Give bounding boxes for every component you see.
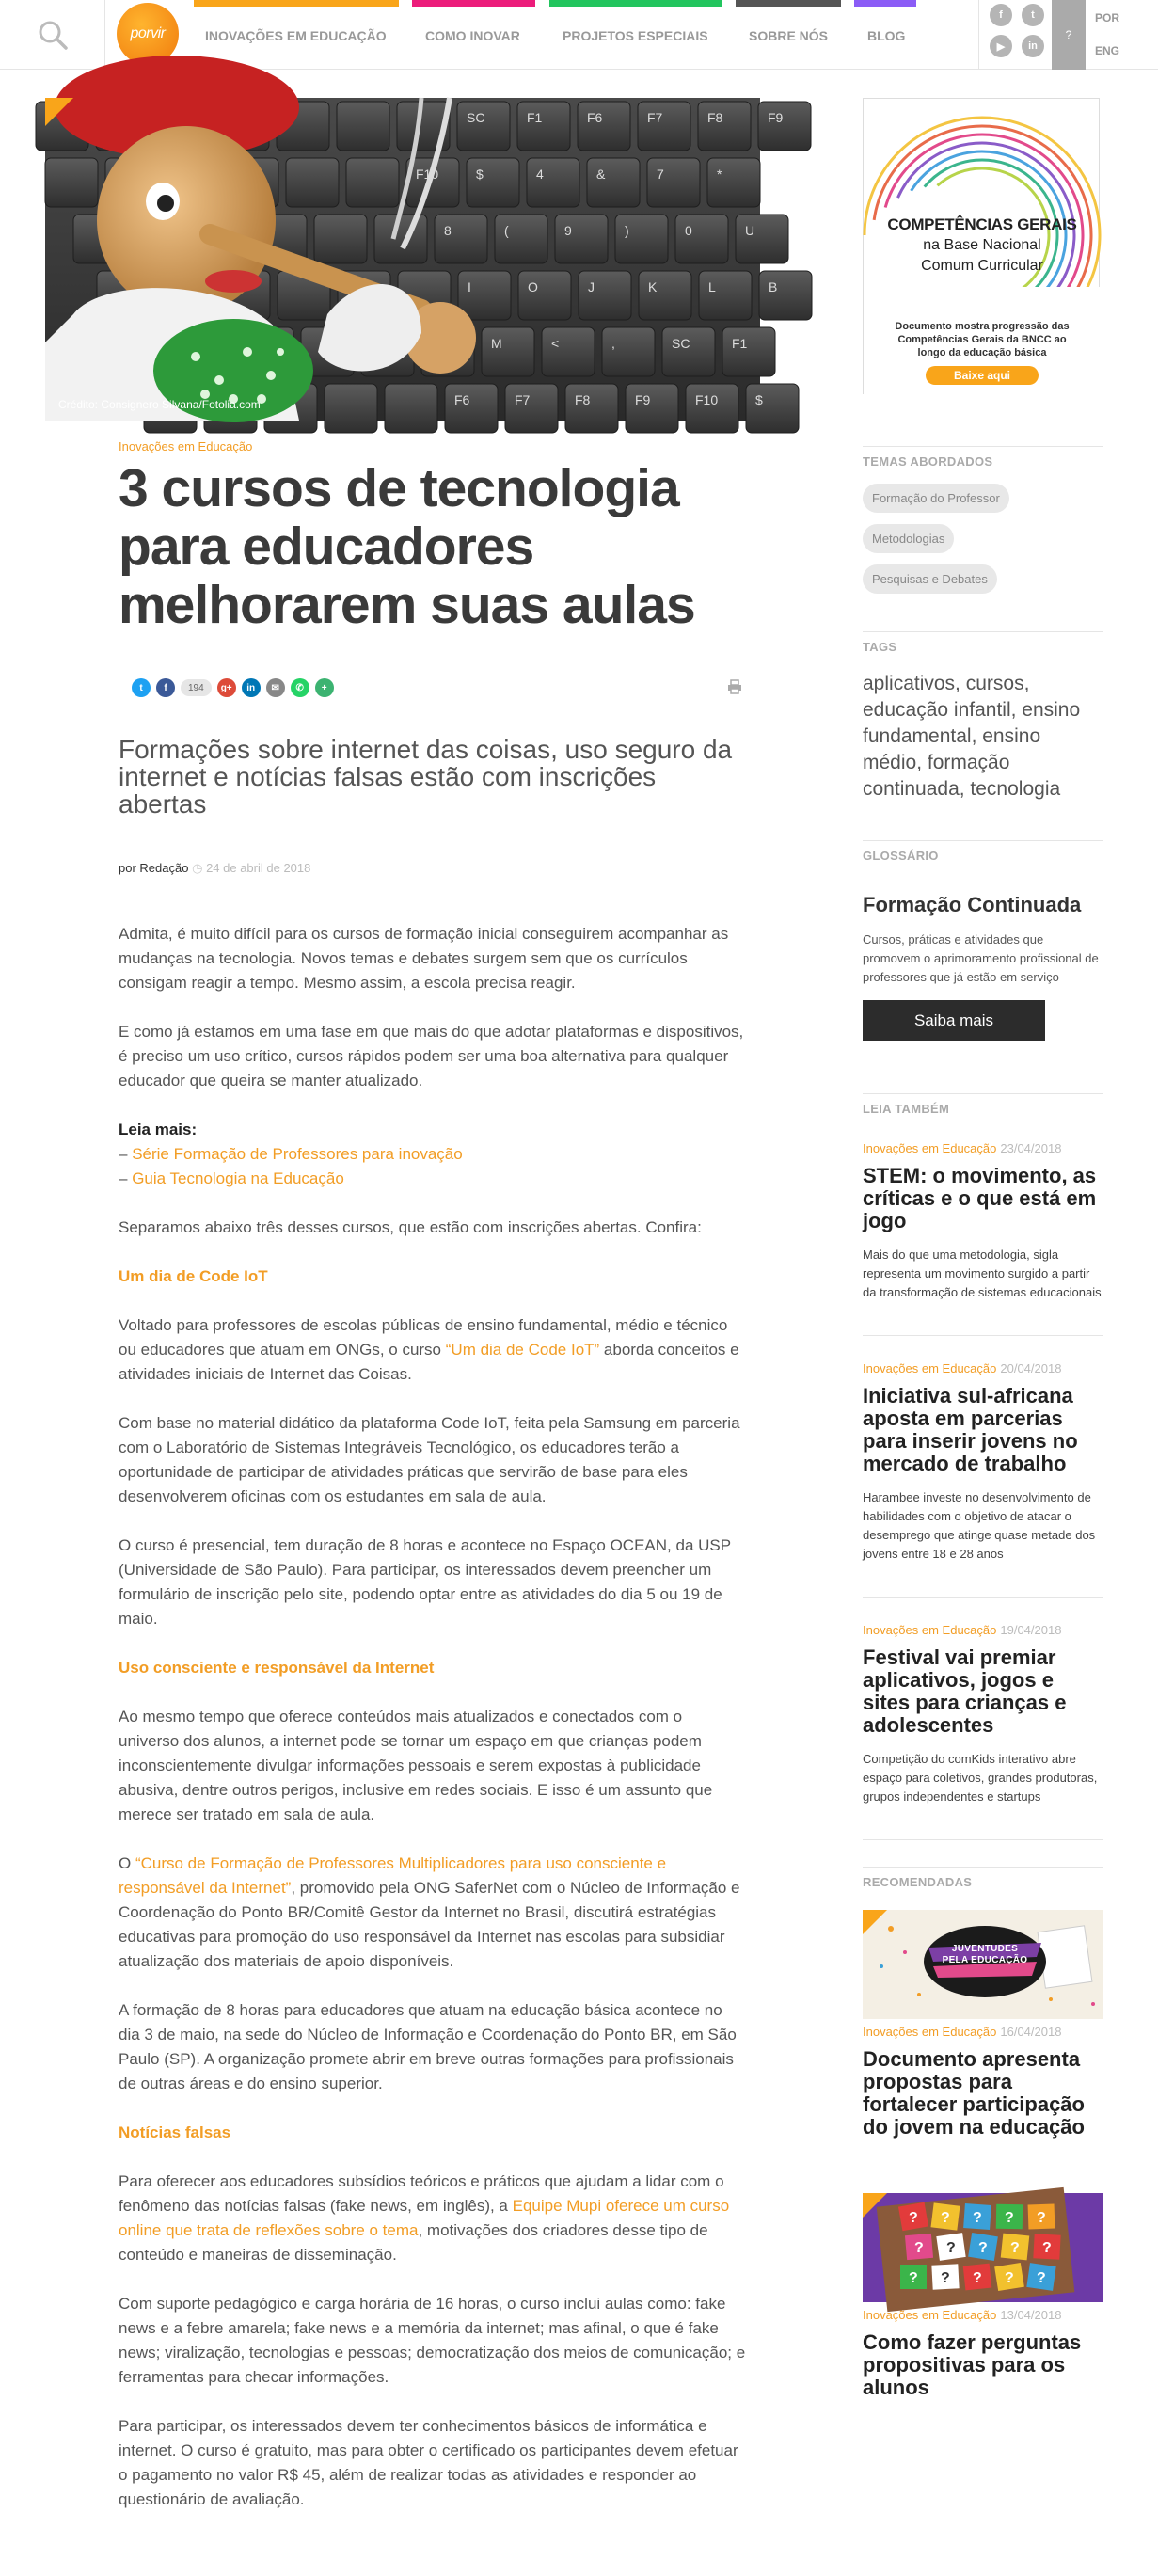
keyboard-key-label: F6	[454, 392, 470, 407]
keyboard-key	[467, 158, 519, 207]
keyboard-key	[615, 215, 668, 263]
keyboard-key-label: U	[745, 223, 755, 238]
keyboard-key	[698, 102, 751, 151]
question-mark: ?	[1037, 2270, 1046, 2286]
text: Voltado para professores de escolas públicas de ensino fundamental, médio e técnico ou educadores que atuam em ONGs, o curso	[119, 1316, 728, 1359]
linkedin-share-icon[interactable]: in	[242, 678, 261, 697]
keyboard-key	[45, 158, 98, 207]
related-category[interactable]: Inovações em Educação	[863, 1141, 997, 1155]
related-description: Mais do que uma metodologia, sigla representa um movimento surgido a partir da transformação de sistemas educacionais	[863, 1248, 1102, 1299]
bncc-ad-banner[interactable]	[863, 98, 1100, 394]
keyboard-key-label: 7	[657, 167, 664, 182]
keyboard-key-label: O	[528, 279, 538, 294]
keyboard-key	[517, 102, 570, 151]
course-link[interactable]: “Curso de Formação de Professores Multiplicadores para uso consciente e responsável da Internet”	[119, 1854, 667, 1897]
keyboard-key-label: F1	[527, 110, 543, 125]
keyboard-key-label: $	[755, 392, 763, 407]
read-more-block	[119, 1118, 747, 1191]
sidebar	[863, 98, 1103, 2399]
lang-por[interactable]: POR	[1095, 11, 1120, 24]
question-mark: ?	[909, 2270, 918, 2286]
twitter-share-icon[interactable]: t	[132, 678, 151, 697]
keyboard-key	[675, 215, 728, 263]
share-toolbar	[132, 678, 334, 697]
keyboard-key-label: <	[551, 336, 560, 351]
keyboard-key-label: B	[769, 279, 778, 294]
lang-eng[interactable]: ENG	[1095, 44, 1120, 57]
question-mark: ?	[1037, 2210, 1046, 2226]
keyboard-key	[746, 384, 799, 433]
image-corner-tag	[863, 2193, 887, 2218]
related-date: 20/04/2018	[1000, 1361, 1062, 1375]
keyboard-key-label: 0	[685, 223, 692, 238]
tema-tag[interactable]: Pesquisas e Debates	[863, 564, 997, 594]
keyboard-key	[555, 215, 608, 263]
article-body	[119, 922, 747, 2536]
keyboard-key-label: F9	[635, 392, 651, 407]
related-category[interactable]: Inovações em Educação	[863, 1623, 997, 1637]
keyboard-key	[578, 102, 630, 151]
keyboard-key-label: SC	[467, 110, 485, 125]
course-link[interactable]: Equipe Mupi oferece um curso online que trata de reflexões sobre o tema	[119, 2197, 730, 2239]
keyboard-photo	[45, 98, 784, 421]
help-label: ?	[1065, 28, 1072, 41]
temas-list	[863, 484, 1103, 605]
recommended-image-text: JUVENTUDES PELA EDUCAÇÃO	[942, 1944, 1028, 1965]
ad-subtitle: Comum Curricular	[921, 258, 1043, 274]
help-button[interactable]	[1052, 0, 1086, 70]
keyboard-key-label: F7	[515, 392, 531, 407]
keyboard-key	[602, 327, 655, 376]
author-prefix: por	[119, 861, 136, 875]
author-link[interactable]: Redação	[139, 861, 189, 875]
hero-corner-tag	[45, 98, 73, 126]
article-date: 24 de abril de 2018	[206, 861, 311, 875]
keyboard-key	[759, 271, 812, 320]
keyboard-key	[495, 215, 547, 263]
share-count: 194	[181, 679, 212, 696]
paragraph: Para participar, os interessados devem ter conhecimentos básicos de informática e internet. O curso é gratuito, mas para obter o certificado os participantes devem efetuar o pagamento no valor R$ 45, além de realizar todas as atividades e responder ao questionário de avaliação.	[119, 2417, 738, 2508]
keyboard-key-label: J	[588, 279, 595, 294]
ad-description: Documento mostra progressão das Competências Gerais da BNCC ao longo da educação básica	[895, 321, 1070, 358]
keyboard-key	[587, 158, 640, 207]
keyboard-key	[686, 384, 738, 433]
keyboard-key-label: 9	[564, 223, 572, 238]
read-more-link[interactable]: Série Formação de Professores para inovação	[132, 1145, 463, 1163]
image-credit: Crédito: Consignero Silvana/Fotolia.com	[58, 398, 261, 411]
glossario-description: Cursos, práticas e atividades que promovem o aprimoramento profissional de professores que já estão em serviço	[863, 932, 1099, 984]
text: , motivações dos criadores desse tipo de conteúdo e maneiras de disseminação.	[119, 2221, 708, 2264]
keyboard-key-label: SC	[672, 336, 690, 351]
question-mark: ?	[1005, 2210, 1014, 2226]
ad-subtitle: na Base Nacional	[923, 237, 1041, 253]
paragraph: Com base no material didático da plataforma Code IoT, feita pela Samsung em parceria com o Laboratório de Sistemas Integráveis Tecnológico, os educadores terão a oportunidade de participar de atividades práticas que servirão de base para eles desenvolverem oficinas com os estudantes em sala de aula.	[119, 1414, 740, 1505]
recommended-title[interactable]: Documento apresenta propostas para fortalecer participação do jovem na educação	[863, 2047, 1085, 2139]
ad-download-button[interactable]: Baixe aqui	[926, 366, 1039, 385]
nav-blog[interactable]	[867, 0, 905, 70]
keyboard-key	[647, 158, 700, 207]
glossario-heading: GLOSSÁRIO	[863, 840, 1103, 863]
section-heading: Um dia de Code IoT	[119, 1267, 268, 1285]
keyboard-key-label: F10	[416, 167, 439, 182]
related-date: 19/04/2018	[1000, 1623, 1062, 1637]
question-mark: ?	[909, 2210, 918, 2226]
keyboard-key	[565, 384, 618, 433]
related-description: Competição do comKids interativo abre espaço para coletivos, grandes produtoras, grupos independentes e startups	[863, 1752, 1098, 1804]
recommended-date: 13/04/2018	[1000, 2308, 1062, 2322]
keyboard-key	[626, 384, 678, 433]
recommended-category[interactable]: Inovações em Educação	[863, 2025, 997, 2039]
keyboard-key-label: F7	[647, 110, 663, 125]
related-article[interactable]	[863, 1598, 1103, 1840]
youtube-icon[interactable]: ▶	[990, 35, 1012, 57]
keyboard-key	[385, 384, 437, 433]
linkedin-icon[interactable]: in	[1022, 35, 1044, 57]
related-title[interactable]: Iniciativa sul-africana aposta em parcerias para inserir jovens no mercado de trabalho	[863, 1384, 1078, 1475]
image-corner-tag	[863, 1910, 887, 1934]
nav-label: PROJETOS ESPECIAIS	[563, 28, 708, 43]
question-mark: ?	[1010, 2240, 1020, 2256]
keyboard-key	[579, 271, 631, 320]
dash: –	[119, 1169, 128, 1187]
keyboard-key	[435, 215, 487, 263]
section-heading: Uso consciente e responsável da Internet	[119, 1659, 435, 1677]
keyboard-key-label: M	[491, 336, 502, 351]
related-description: Harambee investe no desenvolvimento de habilidades com o objetivo de atacar o desemprego que atinge quase metade dos jovens entre 18 e 28 anos	[863, 1490, 1096, 1561]
temas-heading: TEMAS ABORDADOS	[863, 446, 1103, 469]
read-more-label: Leia mais:	[119, 1121, 198, 1138]
paragraph: Com suporte pedagógico e carga horária de 16 horas, o curso inclui aulas como: fake news e a febre amarela; fake news e a memória da internet; mas afinal, o que é fake news; viralização, tecnologias e pessoas; democratização dos meios de comunicação; e ferramentas para checar informações.	[119, 2295, 746, 2386]
question-blocks-graphic	[863, 2193, 1103, 2302]
paragraph	[119, 1313, 747, 1387]
question-mark: ?	[914, 2240, 924, 2256]
keyboard-key-label: K	[648, 279, 658, 294]
tema-tag[interactable]: Formação do Professor	[863, 484, 1009, 513]
leia-tambem-heading: LEIA TAMBÉM	[863, 1093, 1103, 1116]
recommended-article[interactable]	[863, 2193, 1103, 2399]
paragraph	[119, 2170, 747, 2267]
nav-label: SOBRE NÓS	[749, 28, 829, 43]
nav-label: COMO INOVAR	[425, 28, 520, 43]
recommended-image[interactable]	[863, 1910, 1103, 2019]
paragraph: Admita, é muito difícil para os cursos de formação inicial conseguirem acompanhar as mudanças na tecnologia. Novos temas e debates surgem sem que os currículos consigam reagir a tempo. Mesmo assim, a escola precisa reagir.	[119, 925, 729, 992]
article-category-link[interactable]: Inovações em Educação	[119, 439, 253, 453]
keyboard-key-label: I	[468, 279, 471, 294]
keyboard-key	[337, 102, 389, 151]
googleplus-share-icon[interactable]: g+	[217, 678, 236, 697]
keyboard-key-label: F6	[587, 110, 603, 125]
share-more-icon[interactable]: +	[315, 678, 334, 697]
related-title[interactable]: STEM: o movimento, as críticas e o que está em jogo	[863, 1164, 1097, 1232]
related-date: 23/04/2018	[1000, 1141, 1062, 1155]
keyboard-key-label: ,	[611, 336, 615, 351]
keyboard-key	[707, 158, 760, 207]
email-share-icon[interactable]: ✉	[266, 678, 285, 697]
keyboard-key-label: F10	[695, 392, 719, 407]
recommended-title[interactable]: Como fazer perguntas propositivas para os alunos	[863, 2330, 1082, 2399]
keyboard-key-label: $	[476, 167, 484, 182]
keyboard-key	[482, 327, 534, 376]
print-icon[interactable]	[727, 679, 742, 699]
keyboard-key-label: 8	[444, 223, 452, 238]
keyboard-key-label: )	[625, 223, 629, 238]
keyboard-key	[736, 215, 788, 263]
logo-text: porvir	[130, 25, 166, 41]
keyboard-key	[722, 327, 775, 376]
keyboard-key-label: F8	[707, 110, 723, 125]
keyboard-key-label: 4	[536, 167, 544, 182]
question-mark: ?	[941, 2210, 950, 2226]
keyboard-key-label: &	[596, 167, 606, 182]
read-more-link[interactable]: Guia Tecnologia na Educação	[132, 1169, 344, 1187]
keyboard-key-label: F1	[732, 336, 748, 351]
keyboard-key	[325, 384, 377, 433]
nav-label: INOVAÇÕES EM EDUCAÇÃO	[205, 28, 387, 43]
keyboard-key-label: F8	[575, 392, 591, 407]
porvir-logo[interactable]	[117, 3, 179, 65]
paragraph: Ao mesmo tempo que oferece conteúdos mais atualizados e conectados com o universo dos alunos, a internet pode se tornar um espaço em que crianças podem inconscientemente divulgar informações pessoais e serem expostas à publicidade abusiva, dentre outros perigos, inclusive em redes sociais. E isso é um assunto que merece ser tratado em sala de aula.	[119, 1708, 713, 1823]
course-link[interactable]: “Um dia de Code IoT”	[445, 1341, 600, 1359]
nav-label: BLOG	[867, 28, 906, 43]
keyboard-key	[445, 384, 498, 433]
section-heading: Notícias falsas	[119, 2123, 231, 2141]
recommended-category[interactable]: Inovações em Educação	[863, 2308, 997, 2322]
paragraph: E como já estamos em uma fase em que mais do que adotar plataformas e dispositivos, é preciso um uso crítico, cursos rápidos podem ser uma boa alternativa para qualquer educador que queira se manter atualizado.	[119, 1023, 744, 1089]
keyboard-key	[505, 384, 558, 433]
keyboard-key-label: L	[708, 279, 716, 294]
keyboard-key	[527, 158, 579, 207]
whatsapp-share-icon[interactable]: ✆	[291, 678, 309, 697]
tags-list[interactable]: aplicativos, cursos, educação infantil, ensino fundamental, ensino médio, formação continuada, tecnologia	[863, 673, 1081, 800]
keyboard-key	[662, 327, 715, 376]
related-title[interactable]: Festival vai premiar aplicativos, jogos e sites para crianças e adolescentes	[863, 1646, 1067, 1737]
recommended-date: 16/04/2018	[1000, 2025, 1062, 2039]
nav-projetos[interactable]	[563, 0, 708, 70]
hero-image	[45, 98, 784, 421]
tags-heading: TAGS	[863, 631, 1103, 654]
keyboard-key-label: (	[504, 223, 509, 238]
keyboard-key	[542, 327, 595, 376]
article-subtitle: Formações sobre internet das coisas, uso seguro da internet e notícias falsas estão com inscrições abertas	[119, 735, 733, 819]
saiba-mais-button[interactable]: Saiba mais	[863, 1000, 1045, 1041]
dash: –	[119, 1145, 128, 1163]
keyboard-key	[638, 102, 690, 151]
tema-tag[interactable]: Metodologias	[863, 524, 954, 553]
question-mark: ?	[973, 2210, 982, 2226]
recommended-article[interactable]	[863, 1910, 1103, 2139]
twitter-icon[interactable]: t	[1022, 4, 1044, 26]
nav-como-inovar[interactable]	[425, 0, 520, 70]
related-category[interactable]: Inovações em Educação	[863, 1361, 997, 1375]
keyboard-key-label: F9	[768, 110, 784, 125]
question-mark: ?	[1005, 2270, 1014, 2286]
facebook-share-icon[interactable]: f	[156, 678, 175, 697]
question-mark: ?	[978, 2240, 988, 2256]
keyboard-key	[458, 271, 511, 320]
keyboard-key	[639, 271, 691, 320]
keyboard-key	[346, 158, 399, 207]
keyboard-key	[758, 102, 811, 151]
keyboard-key	[699, 271, 752, 320]
nav-inovacoes[interactable]	[205, 0, 387, 70]
search-icon	[37, 19, 69, 51]
nav-sobre[interactable]	[749, 0, 828, 70]
text: aborda conceitos e atividades iniciais de Internet das Coisas.	[119, 1341, 739, 1383]
paragraph: A formação de 8 horas para educadores que atuam na educação básica acontece no dia 3 de maio, na sede do Núcleo de Informação e Coordenação do Ponto BR, em São Paulo (SP). A organização promete abrir em breve outras formações para profissionais de outras áreas e do ensino superior.	[119, 2001, 737, 2092]
byline	[119, 861, 310, 876]
recommended-image[interactable]	[863, 2193, 1103, 2302]
keyboard-key	[457, 102, 510, 151]
text: O	[119, 1854, 135, 1872]
glossario-title: Formação Continuada	[863, 893, 1082, 916]
facebook-icon[interactable]: f	[990, 4, 1012, 26]
text: , promovido pela ONG SaferNet com o Núcleo de Informação e Coordenação do Ponto BR/Comitê Gestor da Internet no Brasil, discutirá estratégias educativas para promoção do uso responsável da Internet nas escolas para subsidiar atualização dos materiais de apoio disponíveis.	[119, 1879, 740, 1970]
question-mark: ?	[946, 2240, 956, 2256]
paragraph: Separamos abaixo três desses cursos, que estão com inscrições abertas. Confira:	[119, 1218, 702, 1236]
clock-icon: ◷	[192, 861, 203, 875]
question-mark: ?	[1042, 2240, 1052, 2256]
question-mark: ?	[941, 2270, 950, 2286]
related-article[interactable]	[863, 1336, 1103, 1598]
keyboard-key	[518, 271, 571, 320]
question-mark: ?	[973, 2270, 982, 2286]
recomendadas-heading: RECOMENDADAS	[863, 1867, 1103, 1889]
related-article[interactable]	[863, 1116, 1103, 1336]
search-button[interactable]	[0, 0, 105, 70]
paragraph	[119, 1852, 747, 1974]
paragraph: O curso é presencial, tem duração de 8 horas e acontece no Espaço OCEAN, da USP (Universidade de São Paulo). Para participar, os interessados devem preencher um formulário de inscrição pelo site, podendo optar entre as atividades do dia 5 ou 19 de maio.	[119, 1536, 731, 1628]
keyboard-key	[374, 215, 427, 263]
keyboard-key	[286, 158, 339, 207]
text: Para oferecer aos educadores subsídios teóricos e práticos que ajudam a lidar com o fenômeno das notícias falsas (fake news, em inglês), a	[119, 2172, 724, 2215]
ad-title: COMPETÊNCIAS GERAIS	[887, 215, 1077, 233]
page-title: 3 cursos de tecnologia para educadores melhorarem suas aulas	[119, 458, 695, 635]
keyboard-key-label: *	[717, 167, 722, 182]
keyboard-key	[314, 215, 367, 263]
